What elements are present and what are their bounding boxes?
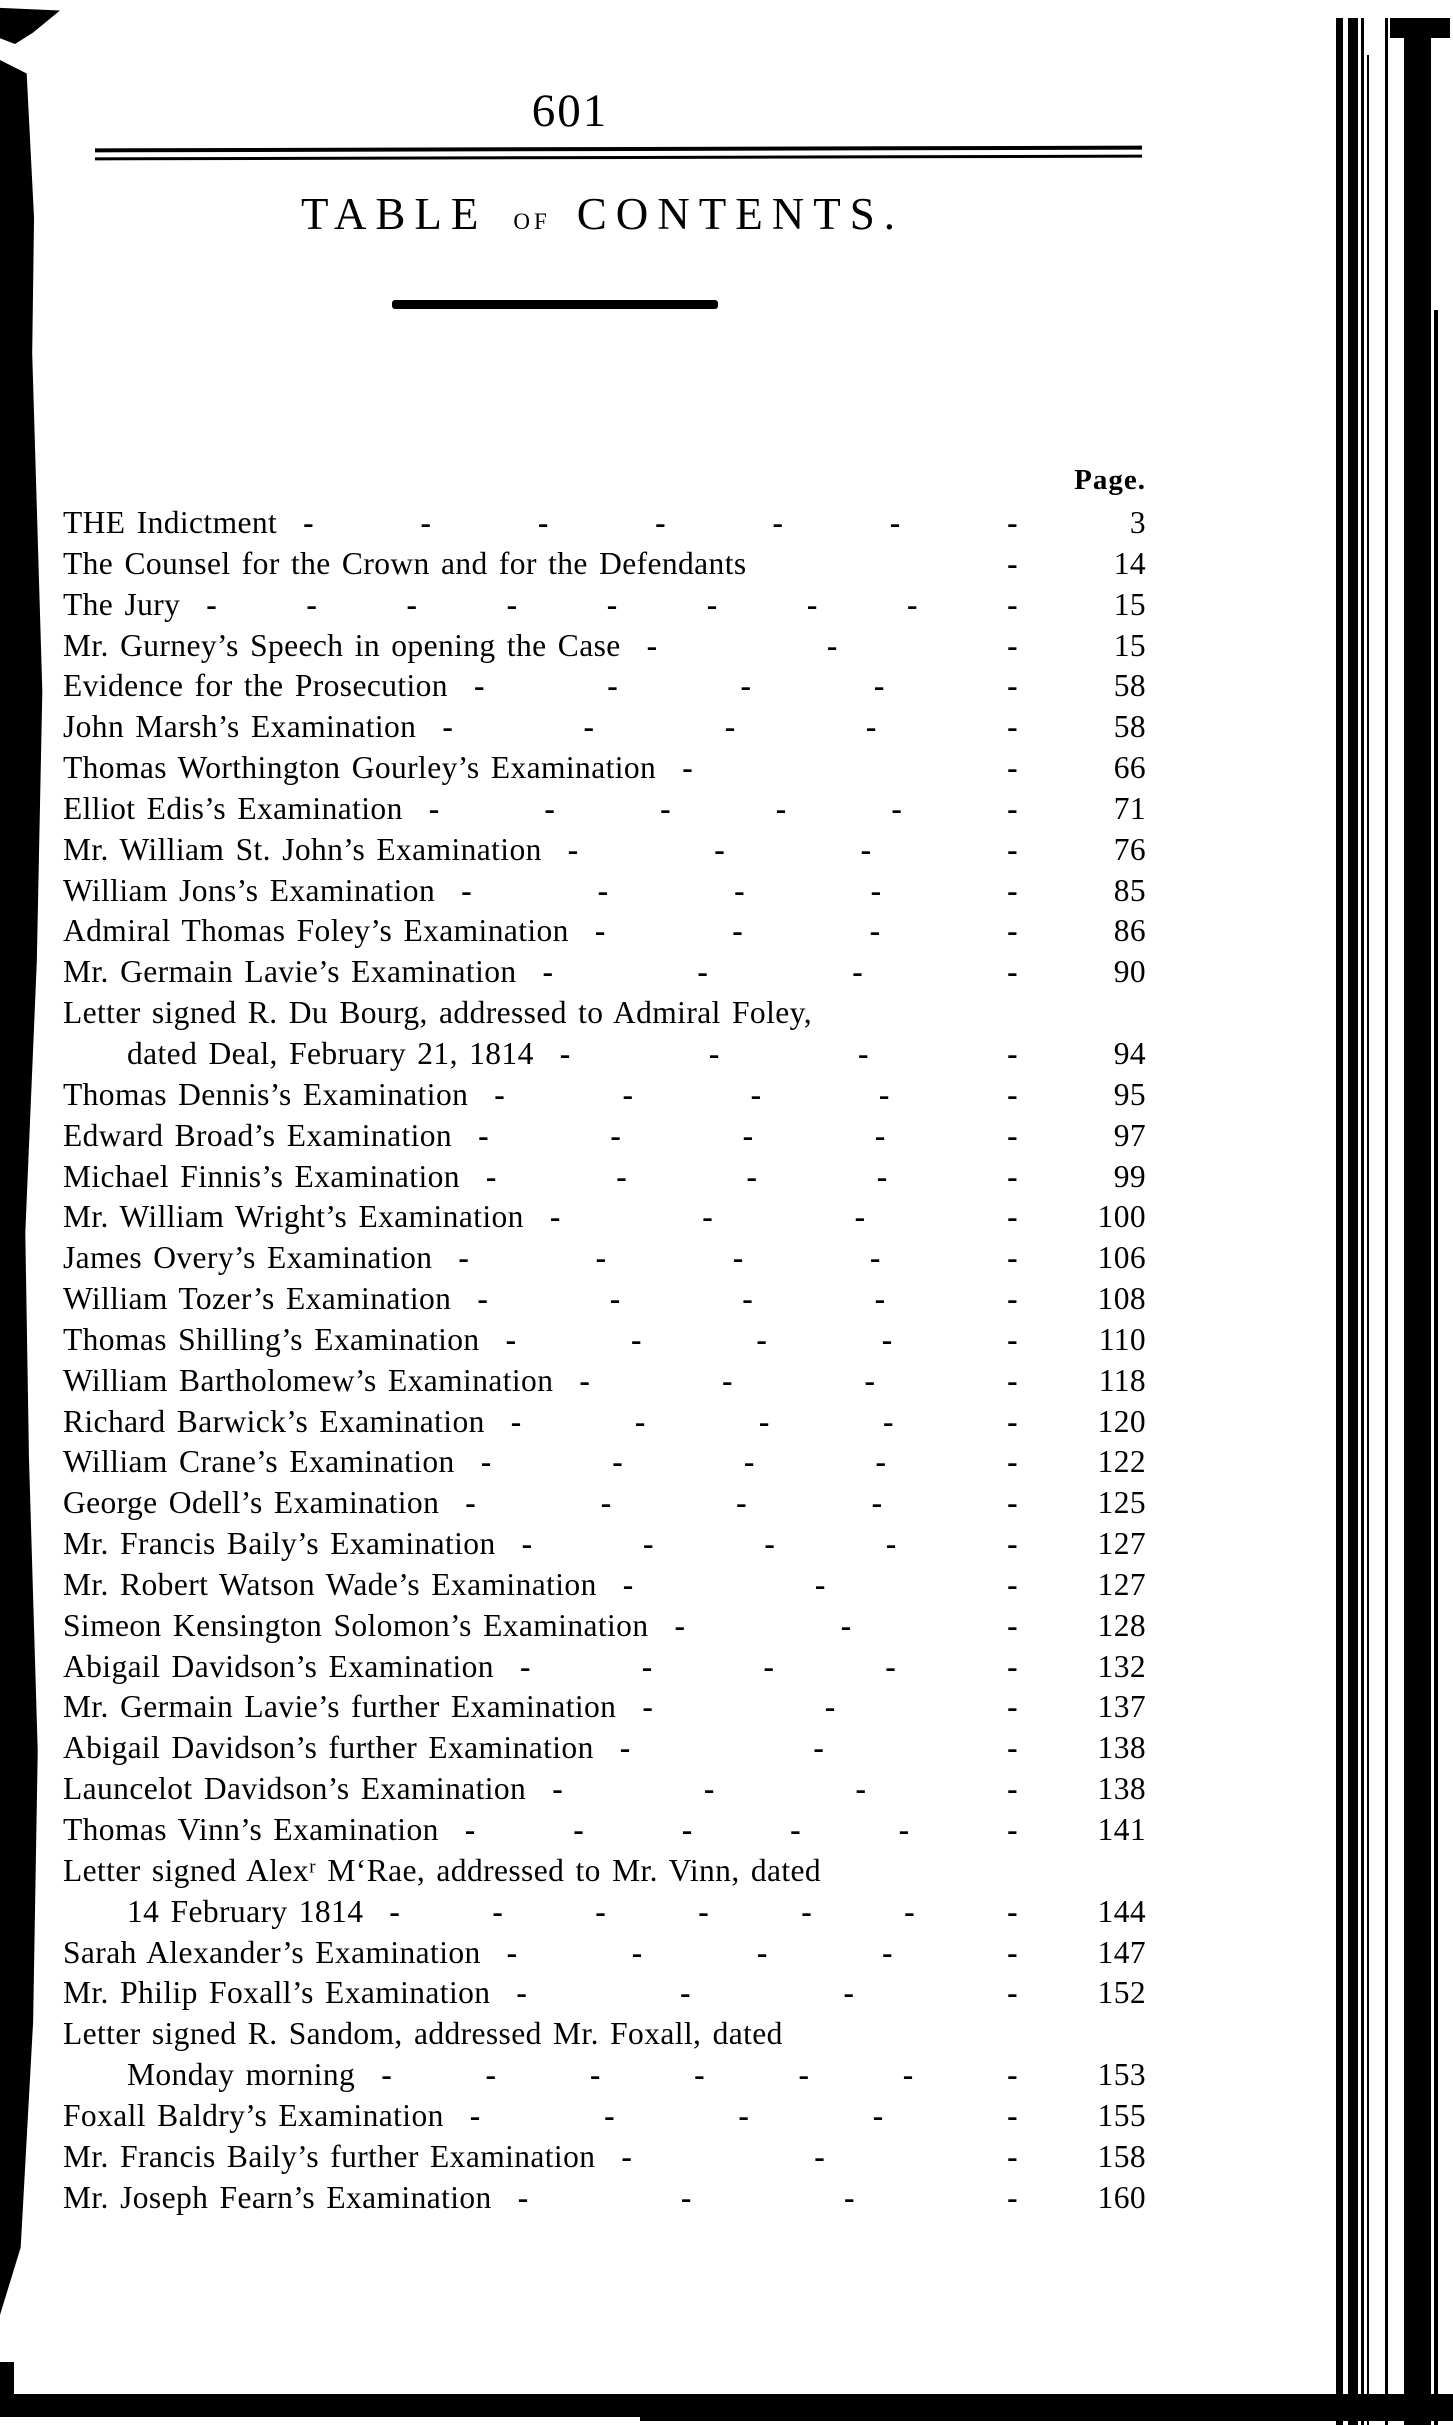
toc-entry-page-number: 158 <box>1097 2138 1146 2174</box>
toc-entry-label: Letter signed Alexʳ M‘Rae, addressed to Mr. Vinn, dated <box>63 1852 822 1888</box>
toc-entry-page-number: 153 <box>1097 2057 1146 2093</box>
toc-entry-label: Thomas Shilling’s Examination <box>63 1321 480 1357</box>
toc-entry-label: George Odell’s Examination <box>63 1485 440 1521</box>
toc-entry-label: William Tozer’s Examination <box>63 1281 452 1317</box>
scan-artifact-right-stripe <box>1434 310 1438 2425</box>
toc-entry-label: Mr. Francis Baily’s further Examination <box>63 2138 596 2174</box>
toc-entry-label: Mr. William St. John’s Examination <box>63 831 542 867</box>
toc-entry <box>63 1197 1146 1238</box>
toc-entry-page-number: 127 <box>1097 1526 1146 1562</box>
toc-entry <box>63 1606 1146 1647</box>
toc-entry-leader-dashes: - - - - - <box>480 1444 1018 1480</box>
toc-entry-label: Mr. Germain Lavie’s Examination <box>63 954 517 990</box>
toc-entry-page-number: 125 <box>1097 1485 1146 1521</box>
toc-entry-label: Mr. William Wright’s Examination <box>63 1199 524 1235</box>
page-column-header: Page. <box>1074 464 1146 496</box>
toc-entry-page-number: 15 <box>1113 627 1146 663</box>
toc-entry-leader-dashes: - - - - - <box>478 1117 1018 1153</box>
toc-entry <box>63 1728 1146 1769</box>
toc-entry <box>63 707 1146 748</box>
header-double-rule-top <box>95 146 1142 153</box>
toc-entry <box>63 748 1146 789</box>
toc-entry-label: The Jury <box>63 586 181 622</box>
toc-entry-label: Mr. Francis Baily’s Examination <box>63 1526 496 1562</box>
toc-entry-label: Mr. Gurney’s Speech in opening the Case <box>63 627 621 663</box>
toc-entry-label: Mr. Philip Foxall’s Examination <box>63 1975 491 2011</box>
toc-entry-page-number: 58 <box>1113 709 1146 745</box>
toc-entry-page-number: 141 <box>1097 1812 1146 1847</box>
toc-entry-label: 14 February 1814 <box>127 1893 364 1929</box>
toc-entry-leader-dashes: - - - - - <box>473 668 1018 704</box>
toc-entry-leader-dashes: - - - - - <box>485 1158 1018 1194</box>
toc-entry-page-number: 138 <box>1097 1730 1146 1766</box>
toc-entry-page-number: 95 <box>1113 1076 1146 1112</box>
toc-entry <box>63 1851 1146 1892</box>
toc-entry-leader-dashes: - - - - - <box>519 1648 1018 1684</box>
toc-entry-label: Edward Broad’s Examination <box>63 1117 453 1153</box>
toc-entry-leader-dashes: - - - - <box>559 1035 1018 1071</box>
toc-entry-leader-dashes: - - - <box>642 1689 1018 1725</box>
toc-entry <box>63 2137 1146 2178</box>
toc-entry-leader-dashes: - - - - <box>549 1199 1018 1235</box>
toc-entry-leader-dashes: - - - - - <box>442 709 1018 745</box>
toc-entry-label: Admiral Thomas Foley’s Examination <box>63 913 569 949</box>
page-title-word-table: TABLE <box>300 189 488 239</box>
toc-entry <box>63 1442 1146 1483</box>
toc-entry-label: Letter signed R. Sandom, addressed Mr. Foxall, dated <box>63 2016 783 2052</box>
toc-entry-label: Evidence for the Prosecution <box>63 668 448 704</box>
toc-entry-label: Mr. Joseph Fearn’s Examination <box>63 2179 492 2215</box>
toc-entry-page-number: 128 <box>1097 1607 1146 1643</box>
toc-entry-leader-dashes: - - - - - - <box>464 1812 1018 1847</box>
toc-entry <box>63 1687 1146 1728</box>
toc-entry <box>63 1361 1146 1402</box>
toc-entry-page-number: 76 <box>1113 831 1146 867</box>
toc-entry-label: Michael Finnis’s Examination <box>63 1158 460 1194</box>
toc-entry <box>63 1157 1146 1198</box>
toc-entry-page-number: 66 <box>1113 750 1146 786</box>
toc-entry-label: THE Indictment <box>63 505 278 540</box>
toc-entry-leader-dashes: - - - <box>619 1730 1018 1766</box>
toc-entry-label: Simeon Kensington Solomon’s Examination <box>63 1607 649 1643</box>
toc-entry-leader-dashes: - - - - - - - <box>381 2057 1018 2093</box>
toc-entry-page-number: 14 <box>1113 545 1146 581</box>
toc-entry <box>63 1973 1146 2014</box>
toc-entry <box>63 1769 1146 1810</box>
toc-entry-page-number: 110 <box>1098 1321 1146 1357</box>
toc-entry <box>63 1565 1146 1606</box>
toc-entry-leader-dashes: - - - <box>646 627 1018 663</box>
toc-entry-page-number: 122 <box>1097 1444 1146 1480</box>
toc-entry-leader-dashes: - - - - - <box>510 1403 1018 1439</box>
scan-artifact-left-binding <box>0 60 46 2315</box>
toc-entry-page-number: 86 <box>1113 913 1146 949</box>
toc-entry-page-number: 147 <box>1097 1934 1146 1970</box>
toc-entry-page-number: 155 <box>1097 2097 1146 2133</box>
toc-entry <box>63 503 1146 544</box>
toc-entry <box>63 2178 1146 2219</box>
toc-entry <box>63 1810 1146 1851</box>
toc-entry-leader-dashes: - - - <box>674 1607 1018 1643</box>
toc-entry <box>63 1320 1146 1361</box>
toc-entry-label: Abigail Davidson’s Examination <box>63 1648 494 1684</box>
toc-entry-leader-dashes: - - - - - - - <box>303 505 1018 540</box>
toc-entry <box>63 1647 1146 1688</box>
toc-entry <box>63 1483 1146 1524</box>
toc-entry-leader-dashes: - - - - - <box>505 1321 1018 1357</box>
toc-entry <box>63 2055 1146 2096</box>
toc-entry-label: dated Deal, February 21, 1814 <box>127 1035 534 1071</box>
page-title-word-of: of <box>513 201 551 237</box>
toc-entry-page-number: 160 <box>1097 2179 1146 2215</box>
title-underline-rule <box>392 300 718 309</box>
toc-entry-label: Thomas Vinn’s Examination <box>63 1812 439 1847</box>
toc-entry-leader-dashes: - - - - <box>517 2179 1018 2215</box>
toc-entry <box>63 1402 1146 1443</box>
toc-entry <box>63 993 1146 1034</box>
toc-entry-page-number: 118 <box>1098 1362 1146 1398</box>
toc-entry <box>63 2014 1146 2055</box>
toc-entry-label: Foxall Baldry’s Examination <box>63 2097 444 2133</box>
toc-entry-label: Mr. Germain Lavie’s further Examination <box>63 1689 617 1725</box>
toc-entry-page-number: 15 <box>1113 586 1146 622</box>
scan-artifact-bottom-edge <box>0 2362 14 2402</box>
toc-entry-page-number: 99 <box>1113 1158 1146 1194</box>
scan-artifact-bottom-edge <box>640 2408 1453 2421</box>
toc-entry <box>63 830 1146 871</box>
toc-entry-page-number: 94 <box>1113 1035 1146 1071</box>
toc-entry-page-number: 3 <box>1129 505 1146 540</box>
toc-entry-leader-dashes: - - <box>682 750 1018 786</box>
scan-artifact-right-stripe <box>1385 18 1388 2425</box>
toc-entry <box>63 1034 1146 1075</box>
toc-entry-page-number: 144 <box>1097 1893 1146 1929</box>
scan-artifact-top-left <box>0 6 60 44</box>
toc-entry-leader-dashes: - - - - <box>552 1771 1018 1807</box>
toc-entry-leader-dashes: - - - - - - <box>428 790 1018 826</box>
toc-entry-label: Letter signed R. Du Bourg, addressed to Admiral Foley, <box>63 995 812 1031</box>
toc-entry-page-number: 138 <box>1097 1771 1146 1807</box>
toc-entry-leader-dashes: - - - - - <box>465 1485 1018 1521</box>
toc-entry <box>63 789 1146 830</box>
toc-entry-page-number: 152 <box>1097 1975 1146 2011</box>
toc-entry-page-number: 90 <box>1113 954 1146 990</box>
scan-artifact-top-right <box>1390 18 1450 38</box>
toc-entry <box>63 1279 1146 1320</box>
page-title-word-contents: CONTENTS. <box>576 189 905 239</box>
toc-entry-label: William Jons’s Examination <box>63 872 436 908</box>
toc-entry-page-number: 132 <box>1097 1648 1146 1684</box>
toc-entry <box>63 544 1146 585</box>
toc-entry <box>63 626 1146 667</box>
toc-entry-page-number: 127 <box>1097 1566 1146 1602</box>
toc-entry-leader-dashes: - - - <box>621 2138 1018 2174</box>
toc-entry-leader-dashes: - - - - - <box>506 1934 1018 1970</box>
toc-entry-label: Launcelot Davidson’s Examination <box>63 1771 527 1807</box>
toc-entry-page-number: 137 <box>1097 1689 1146 1725</box>
toc-entry-leader-dashes: - - - - - <box>494 1076 1018 1112</box>
toc-entry-page-number: 100 <box>1097 1199 1146 1235</box>
toc-entry <box>63 1116 1146 1157</box>
toc-entry-label: Sarah Alexander’s Examination <box>63 1934 481 1970</box>
scan-artifact-right-stripe <box>1348 18 1358 2425</box>
toc-entry <box>63 666 1146 707</box>
toc-entry <box>63 952 1146 993</box>
toc-entry <box>63 585 1146 626</box>
toc-entry-label: Abigail Davidson’s further Examination <box>63 1730 594 1766</box>
toc-entry-leader-dashes: - - - - <box>594 913 1018 949</box>
toc-entry-page-number: 85 <box>1113 872 1146 908</box>
toc-entry-leader-dashes: - - - - - <box>458 1240 1018 1276</box>
toc-entry-page-number: 108 <box>1097 1281 1146 1317</box>
toc-entry-label: Thomas Dennis’s Examination <box>63 1076 469 1112</box>
scan-artifact-right-stripe <box>1336 18 1343 2425</box>
toc-entry-label: William Bartholomew’s Examination <box>63 1362 554 1398</box>
toc-list <box>63 503 1146 2218</box>
toc-entry-label: Monday morning <box>127 2057 356 2093</box>
toc-entry <box>63 1075 1146 1116</box>
toc-entry-leader-dashes: - - - - - <box>521 1526 1018 1562</box>
scan-artifact-right-stripe <box>1404 18 1431 2425</box>
toc-entry-leader-dashes: - - - - - <box>469 2097 1018 2133</box>
toc-entry <box>63 1524 1146 1565</box>
toc-entry-leader-dashes: - <box>1007 545 1018 581</box>
toc-entry <box>63 1892 1146 1933</box>
page-title <box>0 188 1205 240</box>
toc-entry <box>63 871 1146 912</box>
toc-entry-leader-dashes: - - - - - - - <box>389 1893 1018 1929</box>
toc-entry-leader-dashes: - - - - <box>567 831 1018 867</box>
toc-entry-label: Richard Barwick’s Examination <box>63 1403 485 1439</box>
toc-entry-label: John Marsh’s Examination <box>63 709 417 745</box>
toc-entry-leader-dashes: - - - - <box>542 954 1018 990</box>
scan-artifact-right-stripe <box>1361 18 1364 2425</box>
toc-entry-label: Thomas Worthington Gourley’s Examination <box>63 750 657 786</box>
toc-entry-page-number: 58 <box>1113 668 1146 704</box>
toc-entry-label: William Crane’s Examination <box>63 1444 455 1480</box>
toc-entry <box>63 1238 1146 1279</box>
toc-entry-label: Elliot Edis’s Examination <box>63 790 403 826</box>
folio-page-number: 601 <box>531 85 609 137</box>
toc-entry-leader-dashes: - - - - <box>516 1975 1018 2011</box>
toc-entry-page-number: 97 <box>1113 1117 1146 1153</box>
toc-entry-page-number: 106 <box>1097 1240 1146 1276</box>
toc-entry-leader-dashes: - - - - - <box>461 872 1018 908</box>
toc-entry-leader-dashes: - - - - - - - - - <box>206 586 1018 622</box>
toc-entry <box>63 911 1146 952</box>
header-double-rule-bottom <box>95 155 1142 161</box>
toc-entry-label: The Counsel for the Crown and for the Defendants <box>63 545 747 581</box>
toc-entry-label: Mr. Robert Watson Wade’s Examination <box>63 1566 597 1602</box>
toc-entry <box>63 1933 1146 1974</box>
toc-entry-label: James Overy’s Examination <box>63 1240 433 1276</box>
toc-entry-page-number: 71 <box>1113 790 1146 826</box>
toc-entry <box>63 2096 1146 2137</box>
toc-entry-page-number: 120 <box>1097 1403 1146 1439</box>
toc-entry-leader-dashes: - - - - <box>579 1362 1018 1398</box>
toc-entry-leader-dashes: - - - <box>622 1566 1018 1602</box>
scan-artifact-right-stripe <box>1367 55 1369 2425</box>
toc-entry-leader-dashes: - - - - - <box>477 1281 1018 1317</box>
